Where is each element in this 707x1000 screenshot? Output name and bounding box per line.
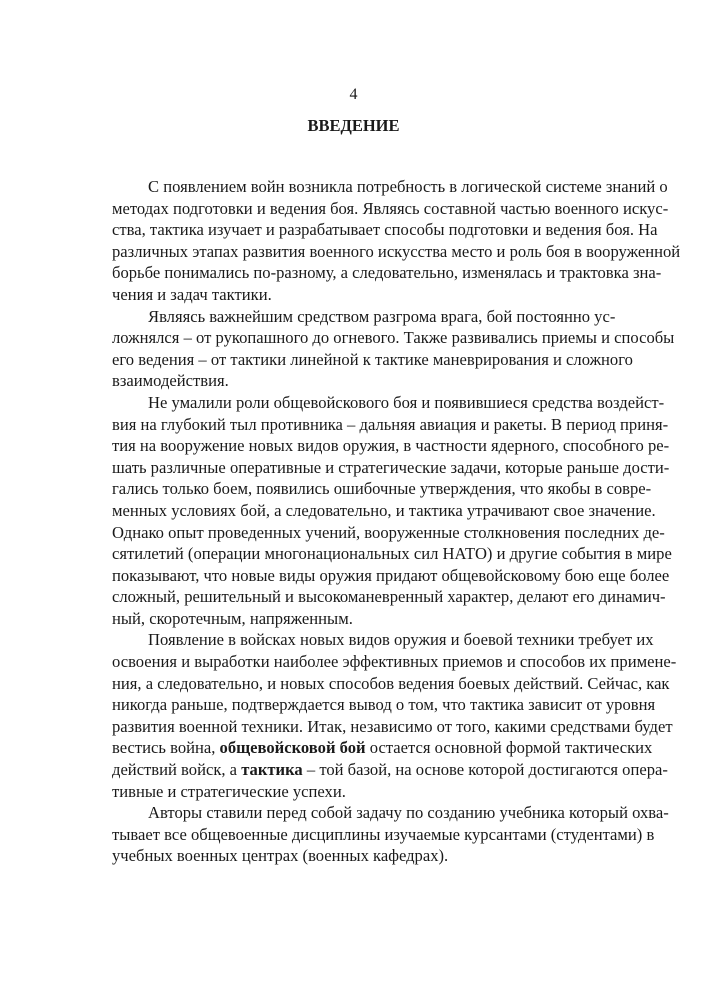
text-segment: различных этапах развития военного искусства место и роль боя в вооруженной [112, 241, 681, 261]
text-segment: Появление в войсках новых видов оружия и боевой техники требует их [148, 630, 654, 650]
paragraph-5-line [112, 845, 612, 867]
paragraph-4-line [112, 716, 673, 738]
paragraph-1-line [112, 262, 662, 284]
paragraph-3-line [112, 435, 670, 457]
paragraph-4-line [112, 673, 670, 695]
text-segment: ния, а следовательно, и новых способов ведения боевых действий. Сейчас, как [112, 673, 670, 693]
section-title: ВВЕДЕНИЕ [307, 116, 400, 135]
paragraph-2-line [112, 306, 616, 328]
text-segment: вия на глубокий тыл противника – дальняя авиация и ракеты. В период приня- [112, 414, 669, 434]
paragraph-1-line [112, 176, 668, 198]
text-segment: Не умалили роли общевойскового боя и появившиеся средства воздейст- [148, 392, 665, 412]
paragraph-3-line [112, 478, 652, 500]
paragraph-5-line [112, 824, 655, 846]
text-segment: взаимодействия. [112, 371, 229, 391]
text-segment: чения и задач тактики. [112, 284, 272, 304]
document-body [112, 176, 681, 867]
text-segment: Однако опыт проведенных учений, вооруженные столкновения последних де- [112, 522, 665, 542]
text-segment: сятилетий (операции многонациональных сил НАТО) и другие события в мире [112, 544, 672, 564]
paragraph-2-line [112, 327, 675, 349]
text-segment: остается основной формой тактических [365, 738, 653, 758]
paragraph-3-line [112, 500, 656, 522]
paragraph-1-line [112, 241, 681, 263]
paragraph-3-line [112, 414, 669, 436]
text-segment: – той базой, на основе которой достигаются опера- [302, 760, 668, 780]
text-segment: вестись война, [112, 738, 220, 758]
paragraph-4-line [112, 737, 653, 759]
paragraph-4-line [112, 759, 668, 781]
paragraph-3-line [112, 543, 672, 565]
paragraph-4-line [112, 629, 654, 651]
text-segment: менных условиях бой, а следовательно, и тактика утрачивают свое значение. [112, 500, 656, 520]
text-segment: тывает все общевоенные дисциплины изучаемые курсантами (студентами) в [112, 824, 655, 844]
paragraph-3-line [112, 522, 665, 544]
paragraph-4-line [112, 781, 612, 803]
text-segment: Авторы ставили перед собой задачу по созданию учебника который охва- [148, 803, 669, 823]
paragraph-2-line [112, 349, 633, 371]
text-segment: никогда раньше, подтверждается вывод о том, что тактика зависит от уровня [112, 695, 656, 715]
text-segment: показывают, что новые виды оружия придают общевойсковому бою еще более [112, 565, 670, 585]
text-segment: С появлением войн возникла потребность в логической системе знаний о [148, 177, 668, 196]
text-segment: тия на вооружение новых видов оружия, в частности ядерного, способного ре- [112, 436, 670, 456]
paragraph-1-line [112, 198, 669, 220]
text-segment: учебных военных центрах (военных кафедрах). [112, 846, 449, 866]
text-segment: сложный, решительный и высокоманевренный характер, делают его динамич- [112, 587, 666, 607]
bold-term: тактика [241, 760, 303, 780]
text-segment: методах подготовки и ведения боя. Являясь составной частью военного искус- [112, 198, 669, 218]
text-segment: ный, скоротечным, напряженным. [112, 608, 353, 628]
bold-term: общевойсковой бой [219, 738, 366, 758]
text-segment: ложнялся – от рукопашного до огневого. Также развивались приемы и способы [112, 328, 675, 348]
text-segment: борьбе понимались по-разному, а следовательно, изменялась и трактовка зна- [112, 263, 662, 283]
paragraph-3-line [112, 392, 665, 414]
text-segment: ства, тактика изучает и разрабатывает способы подготовки и ведения боя. На [112, 220, 658, 240]
text-segment: освоения и выработки наиболее эффективных приемов и способов их примене- [112, 652, 677, 672]
text-segment: действий войск, а [112, 760, 242, 780]
text-segment: тивные и стратегические успехи. [112, 781, 346, 801]
text-segment: развития военной техники. Итак, независимо от того, какими средствами будет [112, 716, 673, 736]
text-segment: гались только боем, появились ошибочные утверждения, что якобы в совре- [112, 479, 652, 499]
paragraph-5-line [112, 802, 669, 824]
paragraph-3-line [112, 608, 612, 630]
paragraph-3-line [112, 457, 670, 479]
text-segment: шать различные оперативные и стратегические задачи, которые раньше дости- [112, 457, 670, 477]
paragraph-2-line [112, 370, 612, 392]
paragraph-1-line [112, 219, 658, 241]
page-number: 4 [349, 86, 358, 103]
paragraph-4-line [112, 651, 677, 673]
text-segment: его ведения – от тактики линейной к тактике маневрирования и сложного [112, 349, 633, 369]
paragraph-3-line [112, 565, 670, 587]
paragraph-4-line [112, 694, 656, 716]
paragraph-3-line [112, 586, 666, 608]
paragraph-1-line [112, 284, 612, 306]
text-segment: Являясь важнейшим средством разгрома врага, бой постоянно ус- [148, 306, 616, 326]
